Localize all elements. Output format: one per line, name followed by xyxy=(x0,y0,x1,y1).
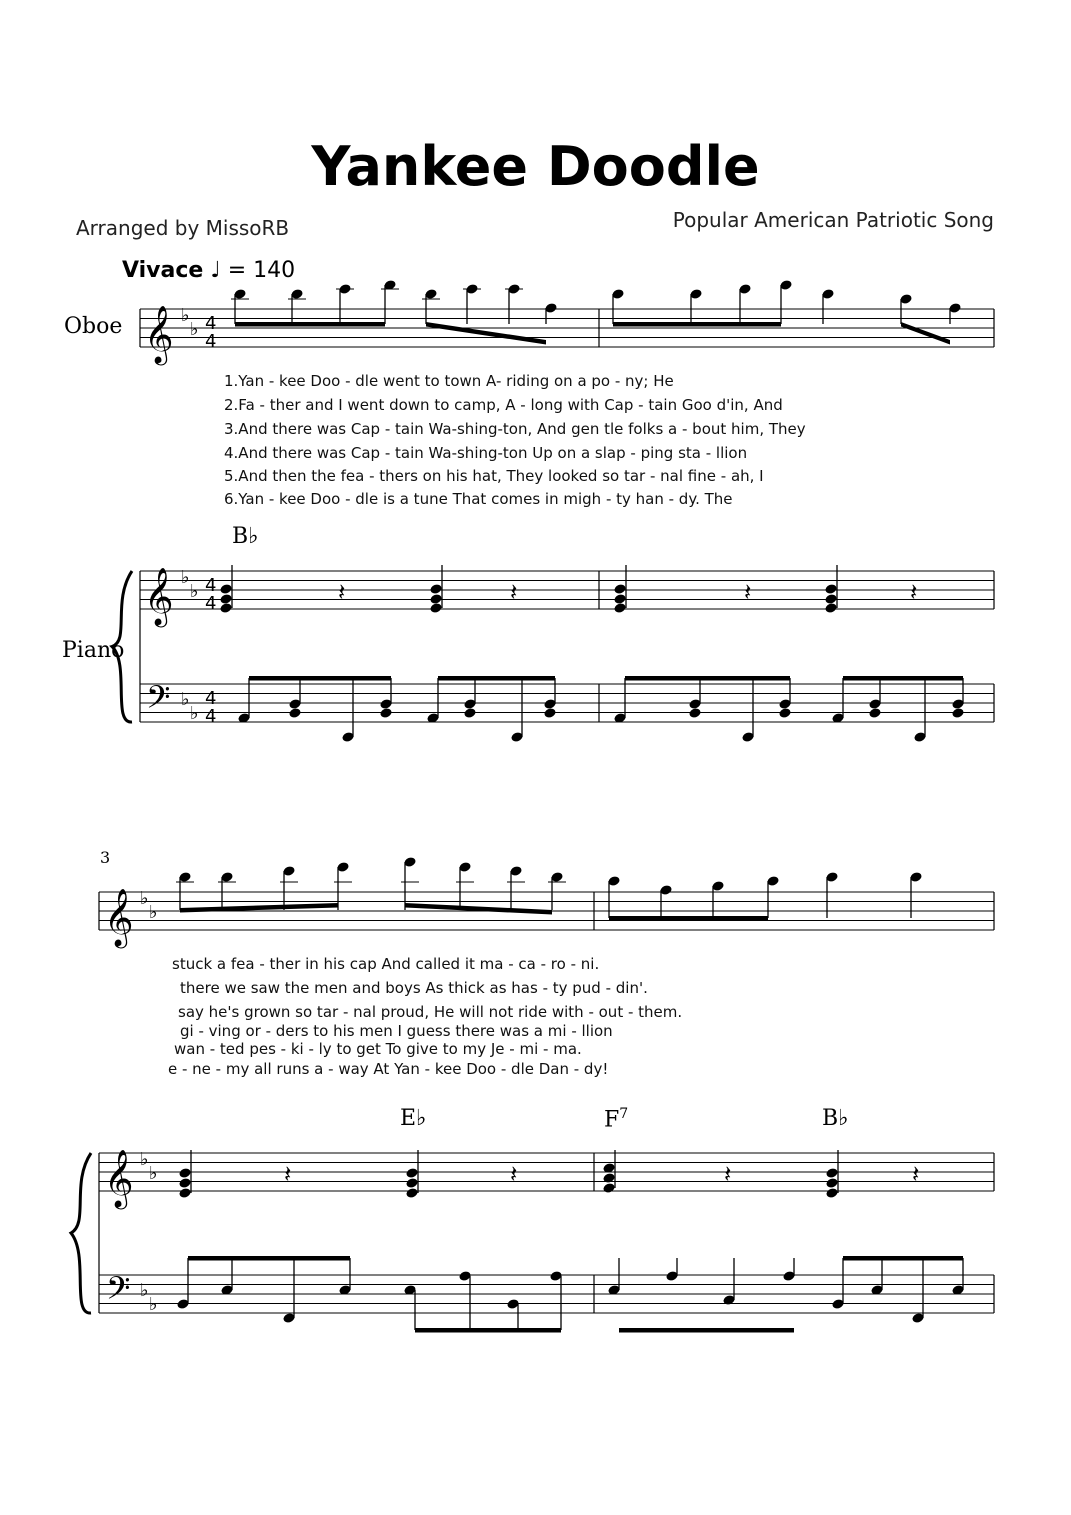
flat-icon: ♭ xyxy=(190,319,199,340)
piano-note xyxy=(824,602,837,614)
quarter-rest: 𝄽 xyxy=(724,1160,732,1188)
bass-clef-icon: 𝄢 xyxy=(106,1270,131,1314)
beam xyxy=(619,1328,794,1333)
lyric-line: gi - ving or - ders to his men I guess there was a mi - llion xyxy=(180,1022,613,1040)
composer-credit: Popular American Patriotic Song xyxy=(672,208,994,232)
treble-clef-icon: 𝄞 xyxy=(104,888,134,946)
piano-bass-note xyxy=(379,707,392,719)
piano-note xyxy=(825,1177,838,1189)
piano-note xyxy=(178,1167,191,1179)
piano-note xyxy=(405,1167,418,1179)
flat-icon: ♭ xyxy=(190,581,199,602)
lyric-line: say he's grown so tar - nal proud, He will not ride with - out - them. xyxy=(178,1003,683,1021)
piano-note xyxy=(602,1182,615,1194)
beam xyxy=(188,1256,350,1261)
flat-icon: ♭ xyxy=(149,1163,158,1184)
piano-note xyxy=(824,583,837,595)
flat-icon: ♭ xyxy=(181,305,190,326)
treble-clef-icon: 𝄞 xyxy=(144,305,174,363)
quarter-rest: 𝄽 xyxy=(510,1160,518,1188)
lyric-line: 6.Yan - kee Doo - dle is a tune That comes in migh - ty han - dy. The xyxy=(224,490,733,508)
piano-bass-note xyxy=(951,707,964,719)
flat-icon: ♭ xyxy=(149,902,158,923)
arranger-credit: Arranged by MissoRB xyxy=(76,216,290,240)
beam xyxy=(438,676,555,681)
lyric-line: stuck a fea - ther in his cap And called it ma - ca - ro - ni. xyxy=(172,955,600,973)
flat-icon: ♭ xyxy=(140,1149,149,1170)
treble-clef-icon: 𝄞 xyxy=(144,567,174,625)
quarter-rest: 𝄽 xyxy=(510,578,518,606)
beam xyxy=(249,676,391,681)
piano-note xyxy=(178,1177,191,1189)
beam xyxy=(415,1328,561,1333)
time-signature: 4 xyxy=(205,575,217,596)
quarter-rest: 𝄽 xyxy=(910,578,918,606)
score-title: Yankee Doodle xyxy=(311,135,760,198)
lyric-line: there we saw the men and boys As thick as has - ty pud - din'. xyxy=(180,979,648,997)
lyric-line: 5.And then the fea - thers on his hat, They looked so tar - nal fine - ah, I xyxy=(224,467,764,485)
piano-note xyxy=(405,1177,418,1189)
time-signature: 4 xyxy=(205,313,217,334)
flat-icon: ♭ xyxy=(190,703,199,724)
lyric-line: wan - ted pes - ki - ly to get To give to my Je - mi - ma. xyxy=(174,1040,582,1058)
piano-note xyxy=(613,583,626,595)
piano-note xyxy=(825,1167,838,1179)
beam xyxy=(843,676,963,681)
lyric-line: 2.Fa - ther and I went down to camp, A - long with Cap - tain Goo d'in, And xyxy=(224,396,783,414)
bass-clef-icon: 𝄢 xyxy=(146,679,171,723)
flat-icon: ♭ xyxy=(140,888,149,909)
beam xyxy=(235,322,385,327)
quarter-rest: 𝄽 xyxy=(284,1160,292,1188)
piano-note xyxy=(429,593,442,605)
piano-note xyxy=(825,1187,838,1199)
measure-number: 3 xyxy=(100,848,111,867)
flat-icon: ♭ xyxy=(181,567,190,588)
quarter-note-icon: ♩ xyxy=(210,258,221,283)
piano-note xyxy=(405,1187,418,1199)
piano-note xyxy=(824,593,837,605)
piano-bass-note xyxy=(778,707,791,719)
piano-note xyxy=(219,583,232,595)
tempo-value: = 140 xyxy=(227,258,296,283)
beam xyxy=(901,322,950,345)
instrument-label-oboe: Oboe xyxy=(64,314,123,339)
chord-symbol: B♭ xyxy=(822,1106,849,1131)
flat-icon: ♭ xyxy=(140,1280,149,1301)
piano-note xyxy=(613,602,626,614)
piano-brace xyxy=(71,1153,91,1313)
quarter-rest: 𝄽 xyxy=(912,1160,920,1188)
quarter-rest: 𝄽 xyxy=(744,578,752,606)
tempo-word: Vivace xyxy=(122,258,204,283)
piano-note xyxy=(219,593,232,605)
piano-note xyxy=(602,1172,615,1184)
beam xyxy=(426,322,546,345)
quarter-rest: 𝄽 xyxy=(338,578,346,606)
chord-symbol: $F^7$ xyxy=(604,1106,629,1133)
piano-note xyxy=(429,583,442,595)
beam xyxy=(609,916,768,921)
instrument-label-piano: Piano xyxy=(62,638,125,663)
piano-brace xyxy=(112,571,132,722)
time-signature: 4 xyxy=(205,688,217,709)
piano-bass-note xyxy=(868,707,881,719)
piano-note xyxy=(429,602,442,614)
piano-bass-note xyxy=(463,707,476,719)
beam xyxy=(843,1256,963,1261)
time-signature: 4 xyxy=(205,331,217,352)
piano-bass-note xyxy=(688,707,701,719)
time-signature: 4 xyxy=(205,593,217,614)
chord-symbol: E♭ xyxy=(400,1106,427,1131)
beam xyxy=(613,322,781,327)
treble-clef-icon: 𝄞 xyxy=(104,1149,134,1207)
chord-symbol: B♭ xyxy=(232,524,259,549)
lyric-line: 1.Yan - kee Doo - dle went to town A- riding on a po - ny; He xyxy=(224,372,674,390)
lyric-line: e - ne - my all runs a - way At Yan - kee Doo - dle Dan - dy! xyxy=(168,1060,609,1078)
lyric-line: 3.And there was Cap - tain Wa-shing-ton, And gen tle folks a - bout him, They xyxy=(224,420,806,438)
piano-bass-note xyxy=(288,707,301,719)
lyric-line: 4.And there was Cap - tain Wa-shing-ton Up on a slap - ping sta - llion xyxy=(224,444,748,462)
time-signature: 4 xyxy=(205,706,217,727)
piano-note xyxy=(219,602,232,614)
piano-note xyxy=(178,1187,191,1199)
beam xyxy=(405,903,552,915)
piano-bass-note xyxy=(543,707,556,719)
piano-note xyxy=(613,593,626,605)
flat-icon: ♭ xyxy=(181,689,190,710)
beam xyxy=(625,676,790,681)
flat-icon: ♭ xyxy=(149,1294,158,1315)
